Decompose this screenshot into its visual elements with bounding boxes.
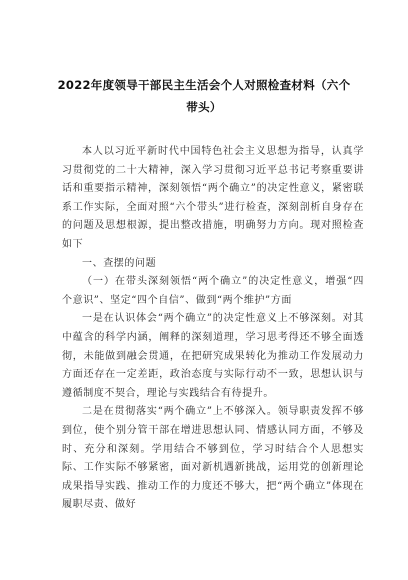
section-heading: 一、查摆的问题 xyxy=(82,257,157,269)
point-1-paragraph: 一是在认识体会“两个确立”的决定性意义上不够深刻。对其中蕴含的科学内涵，阐释的深刻道理，学习思考得还不够全面透彻，未能做到融会贯通，在把研究成果转化为推动工作发展动力方面还存在一定差距，政治态度与实际行动不一致，思想认识与遵循制度不契合，理论与实践结合有待提升。 xyxy=(62,313,364,399)
document-body xyxy=(62,143,364,515)
subsection-heading: （一）在带头深刻领悟“两个确立”的决定性意义，增强“四个意识”、坚定“四个自信”、做到“两个维护”方面 xyxy=(62,276,364,306)
intro-paragraph: 本人以习近平新时代中国特色社会主义思想为指导，认真学习贯彻党的二十大精神，深入学习贯彻习近平总书记考察重要讲话和重要指示精神，深刻领悟“两个确立”的决定性意义，紧密联系工作实际，全面对照“六个带头”进行检查，深刻剖析自身存在的问题及思想根源，提出整改措施，明确努力方向。现对照检查如下 xyxy=(62,146,364,250)
document-title: 2022年度领导干部民主生活会个人对照检查材料（六个带头） xyxy=(57,78,351,114)
point-2-paragraph: 二是在贯彻落实“两个确立”上不够深入。领导职责发挥不够到位，使个别分管干部在增进思想认同、情感认同方面，不够及时、充分和深刻。学用结合不够到位，学习时结合个人思想实际、工作实际不够紧密，面对新机遇新挑战，运用党的创新理论成果指导实践、推动工作的力度还不够大，把“两个确立”体现在履职尽责、做好 xyxy=(62,406,364,511)
